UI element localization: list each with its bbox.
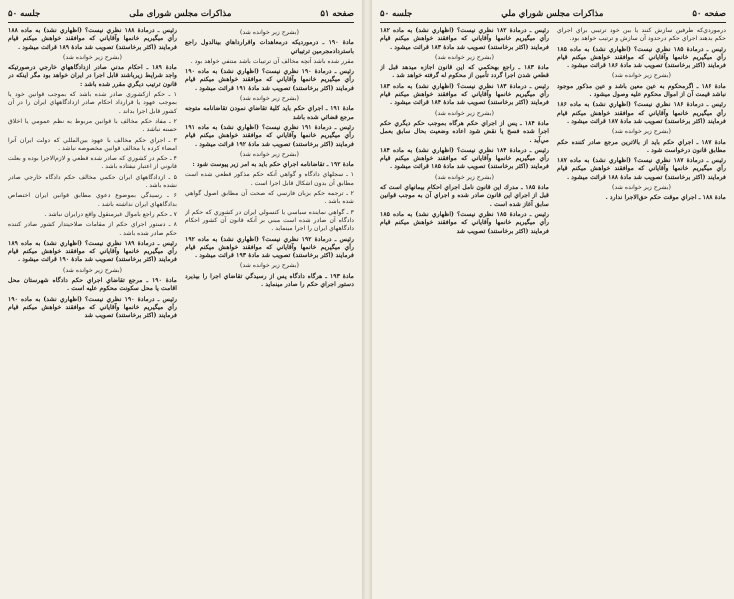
reading-note: (بشرح زير خوانده شد) — [435, 109, 494, 117]
text-paragraph: ۱ ـ حكم ازكشوري صادر شده باشد كه بموجب قوانين خود يا بموجب عهود يا قرارداد احكام صادر ازدادگاههاي ايران را در آن كشور قابل اجرا بداند . — [8, 91, 177, 115]
article-paragraph: مادهٔ ۱۹۱ ـ اجراي حكم بايد كليهٔ تقاضاي نمودن تقاضانامه متوجه مرجع قضائي شده باشد — [185, 105, 354, 121]
text-paragraph: ۱ ـ سجلهاي دادگاه و گواهي آنكه حكم مذكور قطعي شده است مطابق آن بدون اشكال قابل اجرا است . — [185, 171, 354, 187]
text-paragraph: ۳ ـ اجراي حكم مخالف با عهود بين‌المللي كه دولت ايران آنرا امضاء كرده يا مخالف قوانين مخصوصه نباشد . — [8, 136, 177, 152]
speaker-paragraph: رئيس ـ درمادهٔ ۱۹۰ نظري نيست؟ (اظهاري نشد) به ماده ۱۹۰ رأي ميگيريم خانمها وآقاياني كه موافقند خواهش ميكنم قيام فرمايند (اكثر برخاستند) تصويب شد — [8, 295, 177, 320]
article-paragraph: مادهٔ ۱۸۴ ـ پس از اجراي حكم هرگاه بموجب حكم ديگري حكم اجرا شده فسخ يا نقض شود اعاده وضعيت بحال سابق بعمل مي‌آيد . — [380, 119, 549, 144]
speaker-paragraph: رئيس ـ درمادهٔ ۱۹۱ نظري نيست؟ (اظهاري نشد) به ماده ۱۹۱ رأي ميگيريم خانمها وآقاياني كه موافقند خواهش ميكنم قيام فرمايند (اكثر برخاستند) تصويب شد مادهٔ ۱۹۲ قرائت ميشود . — [185, 123, 354, 148]
speaker-paragraph: رئيس ـ درمادهٔ ۱۸۶ نظري نيست؟ (اظهاري نشد) به ماده ۱۸۶ رأي ميگيريم خانمها وآقاياني كه موافقند خواهش ميكنم قيام فرمايند (اكثر برخاستند) تصويب شد مادهٔ ۱۸۷ قرائت ميشود . — [557, 101, 726, 125]
speaker-paragraph: رئيس ـ درمادهٔ ۱۸۵ نظري نيست؟ (اظهاري نشد) به ماده ۱۸۵ رأي ميگيريم خانمها وآقاياني كه موافقند خواهش ميكنم قيام فرمايند (اكثر برخاستند) تصويب شد مادهٔ ۱۸۶ قرائت ميشود . — [557, 45, 726, 70]
text-paragraph: ۶ ـ رسيدگي بموضوع دعوي مطابق قوانين ايران اختصاص بدادگاههاي ايران نداشته باشد . — [8, 192, 177, 208]
reading-note: (بشرح زير خوانده شد) — [240, 262, 299, 270]
speaker-paragraph: رئيس ـ درمادهٔ ۱۹۰ نظري نيست؟ (اظهاري نشد) به ماده ۱۹۰ رأي ميگيريم خانمها وآقاياني كه موافقند خواهش ميكنم قيام فرمايند (اكثر برخاستند) تصويب شد مادهٔ ۱۹۱ قرائت ميشود . — [185, 68, 354, 92]
left-page-column-1 — [185, 27, 354, 597]
text-paragraph: ۷ ـ حكم راجع باموال غيرمنقول واقع درايران نباشد . — [44, 210, 177, 218]
speaker-paragraph: رئيس ـ درمادهٔ ۱۸۹ نظري نيست؟ (اظهاري نشد) به ماده ۱۸۹ رأي ميگيريم خانمها وآقاياني كه موافقند خواهش ميكنم قيام فرمايند (اكثر برخاستند) تصويب شد مادهٔ ۱۹۰ قرائت ميشود . — [8, 239, 177, 264]
reading-note: (بشرح زير خوانده شد) — [240, 95, 299, 103]
left-page-session: جلسه ۵۰ — [8, 9, 41, 19]
reading-note: (بشرح زير خوانده شد) — [240, 150, 299, 158]
reading-note: (بشرح زير خوانده شد) — [435, 173, 494, 181]
speaker-paragraph: رئيس ـ درمادهٔ ۱۸۲ نظري نيست؟ (اظهاري نشد) به ماده ۱۸۲ رأي ميگيريم خانمها وآقاياني كه موافقند خواهش ميكنم قيام فرمايند (اكثر برخاستند) تصويب شد مادهٔ ۱۸۳ قرائت ميشود . — [380, 27, 549, 51]
reading-note: (بشرح زیر خوانده شد) — [240, 29, 299, 36]
right-page-number: صفحه ۵۰ — [692, 9, 726, 19]
text-paragraph: ۳ ـ گواهي نماينده سياسي يا كنسولي ايران در كشوري كه حكم از دادگاه آن صادر شده است مبني بر آنكه قانون آن كشور احكام دادگاههاي ايران را اجرا مينمايد . — [185, 208, 354, 233]
speaker-paragraph: رئيس ـ درمادهٔ ۱۸۸ نظري نيست؟ (اظهاري نشد) به ماده ۱۸۸ رأي ميگيريم خانمها وآقاياني كه موافقند خواهش ميكنم قيام فرمايند (اكثر برخاستند) تصويب شد مادهٔ ۱۸۹ قرائت ميشود . — [8, 27, 177, 51]
reading-note: (بشرح زير خوانده شد) — [435, 53, 494, 61]
article-paragraph: مادهٔ ۱۸۹ ـ احكام مدني صادر ازدادگاههاي خارجي درصورتيكه واجد شرايط زيرباشند قابل اجرا در ايران خواهد بود مگر اينكه در قانون ترتيب ديگري مقرر شده باشد : — [8, 64, 177, 88]
article-paragraph: مادهٔ ۱۸۵ ـ مدرك اين قانون نامل اجراي احكام بيمانهاي است كه قبل از اجراي اين قانون صادر شده و اجراي آن به موجب قوانين سابق آغاز شده است . — [380, 184, 549, 208]
book-gutter — [362, 0, 372, 599]
right-page-session: جلسه ۵۰ — [380, 9, 413, 19]
right-page-header — [380, 6, 726, 23]
left-page-columns — [8, 27, 354, 597]
right-page-column-1 — [557, 27, 726, 597]
reading-note: (بشرح زير خوانده شد) — [612, 184, 671, 192]
text-paragraph: ۲ ـ مفاد حكم مخالف با قوانين مربوط به نظم عمومي يا اخلاق حسنه نباشد . — [8, 117, 177, 134]
speaker-paragraph: رئيس ـ درمادهٔ ۱۸۳ نظري نيست؟ (اظهاري نشد) به ماده ۱۸۳ رأي ميگيريم خانمها وآقاياني كه موافقند خواهش ميكنم قيام فرمايند (اكثر برخاستند) تصويب شد مادهٔ ۱۸۴ قرائت ميشود . — [380, 82, 549, 107]
speaker-paragraph: رئيس ـ درمادهٔ ۱۸۵ نظري نيست؟ (اظهاري نشد) به ماده ۱۸۵ رأي ميگيريم خانمها وآقاياني كه موافقند خواهش ميكنم قيام فرمايند (اكثر برخاستند) تصويب شد — [380, 210, 549, 235]
right-page-title: مذاكرات مجلس شوراي ملي — [501, 9, 604, 19]
article-paragraph: مادهٔ ۱۸۸ ـ اجراي موقت حكم حق‌الاجرا ندارد . — [605, 194, 726, 202]
speaker-paragraph: رئيس ـ درمادهٔ ۱۸۷ نظري نيست؟ (اظهاري نشد) به ماده ۱۸۷ رأي ميگيريم خانمها وآقاياني كه موافقند خواهش ميكنم قيام فرمايند (اكثر برخاستند) تصويب شد مادهٔ ۱۸۸ قرائت ميشود . — [557, 157, 726, 181]
reading-note: (بشرح زير خوانده شد) — [612, 128, 671, 136]
right-page — [372, 0, 734, 599]
left-page-header — [8, 6, 354, 23]
text-paragraph: ۸ ـ دستور اجراي حكم از مقامات صلاحيتدار كشور صادر كننده حكم صادر شده باشد . — [8, 221, 177, 237]
text-paragraph: ۴ ـ حكم در كشوري كه صادر شده قطعي و لازم‌الاجرا بوده و بعلت قانوني از اعتبار نيفتاده باشد . — [8, 155, 177, 171]
left-page-title: مذاکرات مجلس شورای ملی — [129, 9, 232, 19]
reading-note: (بشرح زير خوانده شد) — [612, 72, 671, 80]
text-paragraph: ۲ ـ ترجمه حكم بزبان فارسي كه صحت آن مطابق اصول گواهي شده باشد . — [185, 190, 354, 206]
text-paragraph: مقرر شده باشد آنچه مخالف آن ترتيبات باشد منتفي خواهد بود . — [190, 57, 354, 65]
article-paragraph: مادهٔ ۱۸۳ ـ راجع بهحكمي كه اين قانون اجازه ميدهد قبل از قطعي شدن اجرا گردد تأمين از محكوم له گرفته خواهد شد . — [380, 64, 549, 80]
right-page-columns — [380, 27, 726, 597]
article-paragraph: مادهٔ ۱۹۳ ـ هرگاه دادگاه پس از رسيدگي تقاضاي اجرا را بپذيرد دستور اجراي حكم را صادر مينمايد . — [185, 272, 354, 289]
speaker-paragraph: رئيس ـ درمادهٔ ۱۹۲ نظري نيست؟ (اظهاري نشد) به ماده ۱۹۲ رأي ميگيريم خانمها وآقاياني كه موافقند خواهش ميكنم قيام فرمايند (اكثر برخاستند) تصويب شد مادهٔ ۱۹۳ قرائت ميشود . — [185, 235, 354, 260]
reading-note: (بشرح زير خوانده شد) — [63, 266, 122, 274]
left-page-number: صفحه ۵۱ — [320, 9, 354, 19]
right-page-column-2 — [380, 27, 549, 597]
left-page-column-2 — [8, 27, 177, 597]
reading-note: (بشرح زير خوانده شد) — [63, 53, 122, 61]
speaker-paragraph: رئيس ـ درمادهٔ ۱۸۴ نظري نيست؟ (اظهاري نشد) به ماده ۱۸۴ رأي ميگيريم خانمها وآقاياني كه موافقند خواهش ميكنم قيام فرمايند (اكثر برخاستند) تصويب شد مادهٔ ۱۸۵ قرائت ميشود . — [380, 146, 549, 171]
left-page — [0, 0, 362, 599]
text-paragraph: ۵ ـ ازدادگاههاي ايران حكمي مخالف حكم دادگاه خارجي صادر نشده باشد . — [8, 173, 177, 190]
text-paragraph: درموردي‌كه طرفين سازش كنند يا بين خود ترتيبي براي اجراي حكم بدهند اجراي حكم درحدود آن سازش و ترتيب خواهد بود. — [557, 27, 726, 43]
article-paragraph: مادهٔ ۱۸۷ ـ اجراي حكم بايد از بالاترين مرجع صادر كننده حكم مطابق قانون درخواست شود . — [557, 138, 726, 154]
article-paragraph: مادهٔ ۱۹۲ ـ تقاضانامه اجراي حكم بايد به امر زير پيوست شود : — [192, 161, 354, 169]
article-paragraph: مادهٔ ۱۹۰ ـ مرجع تقاضاي اجراي حكم دادگاه شهرستان محل اقامت يا محل سكونت محكوم عليه است . — [8, 277, 177, 293]
article-paragraph: مادهٔ ۱۹۰ ـ درمورديكه درمعاهدات واقرارداهاي بينالدول راجع باستردادمجرمين ترتيباتي — [185, 39, 354, 55]
article-paragraph: مادهٔ ۱۸۶ ـ اگرمحكوم به عين معين باشد و عين مذكور موجود نباشد قيمت آن از اموال محكوم عليه وصول ميشود . — [557, 82, 726, 99]
